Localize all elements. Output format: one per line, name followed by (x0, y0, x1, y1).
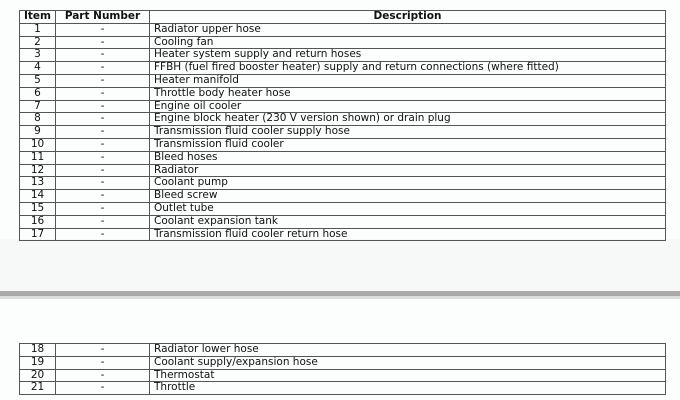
item-cell: 13 (20, 177, 56, 190)
part-number-cell: - (56, 369, 150, 382)
item-cell: 6 (20, 87, 56, 100)
part-number-cell: - (56, 87, 150, 100)
description-cell: Heater manifold (150, 74, 666, 87)
table-row (20, 151, 666, 164)
table-row (20, 87, 666, 100)
page-divider-shadow (0, 296, 680, 299)
item-cell: 12 (20, 164, 56, 177)
item-cell: 11 (20, 151, 56, 164)
part-number-cell: - (56, 100, 150, 113)
table-row (20, 62, 666, 75)
part-number-cell: - (56, 190, 150, 203)
item-cell: 8 (20, 113, 56, 126)
description-cell: Coolant supply/expansion hose (150, 356, 666, 369)
part-number-cell: - (56, 74, 150, 87)
table-row (20, 100, 666, 113)
description-column-header: Description (150, 11, 666, 24)
table-row (20, 164, 666, 177)
part-number-cell: - (56, 382, 150, 395)
parts-table-top (19, 10, 666, 241)
part-number-column-header: Part Number (56, 11, 150, 24)
part-number-cell: - (56, 113, 150, 126)
description-cell: Coolant pump (150, 177, 666, 190)
table-row (20, 113, 666, 126)
item-cell: 4 (20, 62, 56, 75)
item-cell: 18 (20, 344, 56, 357)
item-cell: 1 (20, 23, 56, 36)
description-cell: Radiator (150, 164, 666, 177)
part-number-cell: - (56, 151, 150, 164)
item-cell: 9 (20, 126, 56, 139)
part-number-cell: - (56, 356, 150, 369)
part-number-cell: - (56, 49, 150, 62)
part-number-cell: - (56, 164, 150, 177)
parts-table-bottom (19, 343, 666, 395)
part-number-cell: - (56, 202, 150, 215)
table-row (20, 36, 666, 49)
description-cell: Heater system supply and return hoses (150, 49, 666, 62)
part-number-cell: - (56, 23, 150, 36)
part-number-cell: - (56, 215, 150, 228)
table-row (20, 215, 666, 228)
description-cell: Transmission fluid cooler (150, 138, 666, 151)
item-cell: 15 (20, 202, 56, 215)
table-row (20, 23, 666, 36)
description-cell: Coolant expansion tank (150, 215, 666, 228)
part-number-cell: - (56, 36, 150, 49)
table-row (20, 190, 666, 203)
item-cell: 20 (20, 369, 56, 382)
item-cell: 10 (20, 138, 56, 151)
description-cell: Outlet tube (150, 202, 666, 215)
description-cell: Transmission fluid cooler supply hose (150, 126, 666, 139)
item-cell: 14 (20, 190, 56, 203)
page-gap (0, 239, 680, 291)
description-cell: Transmission fluid cooler return hose (150, 228, 666, 241)
table-row (20, 344, 666, 357)
item-cell: 3 (20, 49, 56, 62)
table-row (20, 126, 666, 139)
part-number-cell: - (56, 126, 150, 139)
table-row (20, 138, 666, 151)
item-cell: 19 (20, 356, 56, 369)
description-cell: Thermostat (150, 369, 666, 382)
table-row (20, 202, 666, 215)
description-cell: Radiator lower hose (150, 344, 666, 357)
description-cell: Cooling fan (150, 36, 666, 49)
table-row (20, 177, 666, 190)
table-row (20, 49, 666, 62)
part-number-cell: - (56, 228, 150, 241)
description-cell: Radiator upper hose (150, 23, 666, 36)
table-row (20, 382, 666, 395)
table-row (20, 228, 666, 241)
part-number-cell: - (56, 344, 150, 357)
item-column-header: Item (20, 11, 56, 24)
part-number-cell: - (56, 138, 150, 151)
item-cell: 17 (20, 228, 56, 241)
part-number-cell: - (56, 177, 150, 190)
description-cell: FFBH (fuel fired booster heater) supply and return connections (where fitted) (150, 62, 666, 75)
part-number-cell: - (56, 62, 150, 75)
item-cell: 7 (20, 100, 56, 113)
item-cell: 2 (20, 36, 56, 49)
table-row (20, 356, 666, 369)
item-cell: 16 (20, 215, 56, 228)
item-cell: 21 (20, 382, 56, 395)
item-cell: 5 (20, 74, 56, 87)
table-row (20, 369, 666, 382)
description-cell: Bleed screw (150, 190, 666, 203)
description-cell: Engine oil cooler (150, 100, 666, 113)
description-cell: Bleed hoses (150, 151, 666, 164)
description-cell: Throttle body heater hose (150, 87, 666, 100)
description-cell: Throttle (150, 382, 666, 395)
description-cell: Engine block heater (230 V version shown) or drain plug (150, 113, 666, 126)
table-row (20, 74, 666, 87)
header-row (20, 11, 666, 24)
